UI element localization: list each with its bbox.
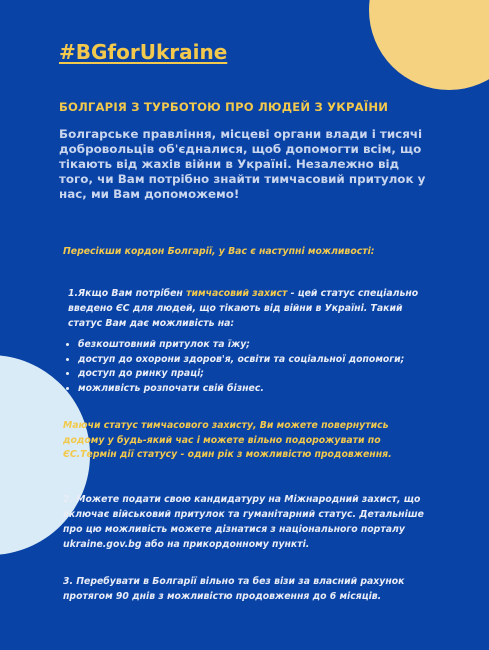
option-1-text-pre: Якщо Вам потрібен: [78, 288, 187, 299]
intro-paragraph: Болгарське правління, місцеві органи влади і тисячі добровольців об'єдналися, щоб допомогти всім, що тікають від жахів війни в Україні. Незалежно від того, чи Вам потрібно знайти тимчасовий притулок у нас, ми Вам допоможемо!: [59, 127, 426, 201]
temporary-protection-highlight: тимчасовий захист: [186, 288, 288, 299]
status-note: Маючи статус тимчасового захисту, Ви можете повернутись додому у будь-який час і можете вільно подорожувати по ЄС.Термін дії статусу - один рік з можливістю продовження.: [63, 420, 392, 460]
hashtag-title: #BGforUkraine: [59, 40, 228, 64]
decorative-circle-top: [369, 0, 489, 90]
option-2-paragraph: 2. Можете подати свою кандидатуру на Міжнародний захист, що включає військовий притулок та гуманітарний статус. Детальніше про цю можливість можете дізнатися з національного порталу ukraine.gov.bg або на прикордонному пункті.: [63, 494, 424, 550]
headline: БОЛГАРІЯ З ТУРБОТОЮ ПРО ЛЮДЕЙ З УКРАЇНИ: [59, 100, 389, 114]
option-1-number: 1.: [68, 288, 79, 299]
option-1-paragraph: [68, 286, 428, 331]
list-item: • доступ до ринку праці;: [78, 367, 448, 382]
benefits-list: [56, 338, 448, 396]
options-intro: Пeрeсікши кордон Болгарії, у Вас є наступні можливості:: [63, 246, 375, 257]
option-3-paragraph: 3. Перебувати в Болгарії вільно та без візи за власний рахунок протягом 90 днів з можливістю продовження до 6 місяців.: [63, 576, 405, 602]
list-item: • можливість розпочати свій бізнес.: [78, 382, 448, 397]
list-item: • безкоштовний притулок та їжу;: [78, 338, 448, 353]
option-1-text-post: - цей статус спеціально введено ЄС для людей, що тікають від війни в Україні. Такий статус Вам дає можливість на:: [68, 288, 419, 329]
list-item: • доступ до охорони здоров'я, освіти та соціальної допомоги;: [78, 353, 448, 368]
